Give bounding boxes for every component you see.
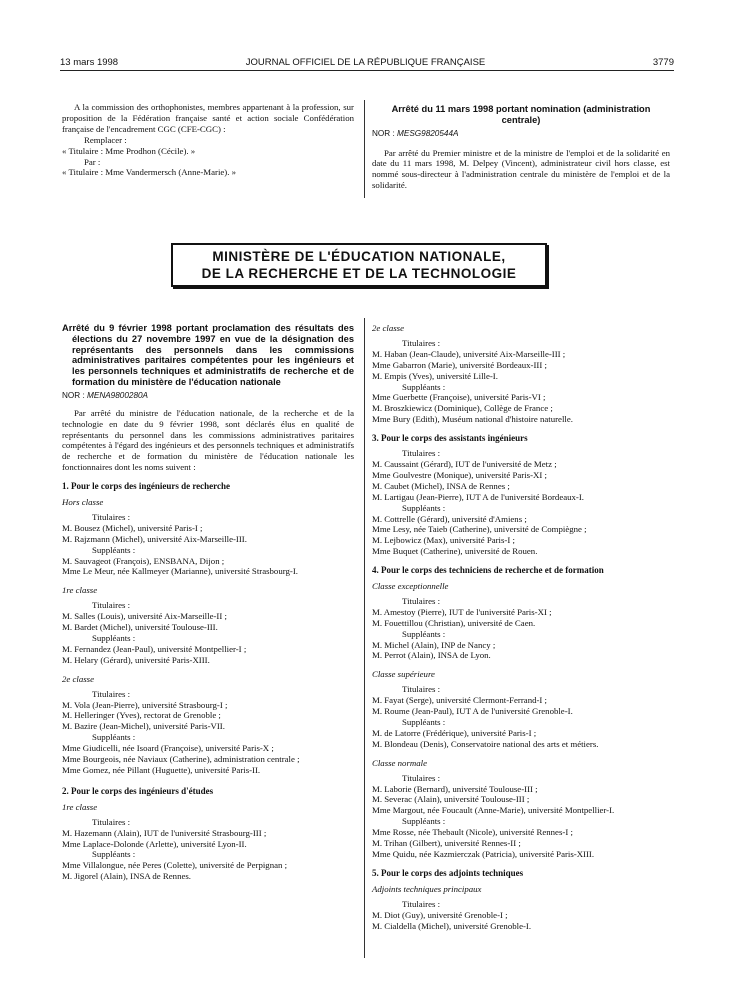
ministry-line-1: MINISTÈRE DE L'ÉDUCATION NATIONALE, <box>212 249 506 264</box>
header-journal-title: JOURNAL OFFICIEL DE LA RÉPUBLIQUE FRANÇAISE <box>245 57 486 68</box>
class-heading: Classe normale <box>372 757 427 768</box>
member-entry: M. Perrot (Alain), INSA de Lyon. <box>372 650 491 661</box>
nomination-nor <box>372 129 670 140</box>
member-list <box>372 784 670 817</box>
titulaires-label: Titulaires : <box>402 684 441 695</box>
top-right-block <box>372 104 670 191</box>
member-entry: M. de Latorre (Frédérique), université Paris-I ; <box>372 727 537 738</box>
member-list <box>372 827 670 860</box>
suppleants-label: Suppléants : <box>92 849 136 860</box>
section-heading: 2. Pour le corps des ingénieurs d'études <box>62 785 214 796</box>
top-left-block <box>62 102 354 178</box>
member-entry: Mme Gomez, née Pillant (Huguette), université Paris-II. <box>62 764 261 775</box>
member-entry: Mme Quidu, née Kazmierczak (Patricia), université Paris-XIII. <box>372 848 595 859</box>
titulaires-label: Titulaires : <box>402 898 441 909</box>
member-list <box>62 611 354 633</box>
class-heading: 2e classe <box>62 673 95 684</box>
suppleants-label: Suppléants : <box>402 381 446 392</box>
member-entry: M. Roume (Jean-Paul), IUT A de l'université Grenoble-I. <box>372 706 573 717</box>
member-list <box>372 607 670 629</box>
remplacer-label: Remplacer : <box>84 134 127 145</box>
suppleants-label: Suppléants : <box>92 633 136 643</box>
member-entry: M. Bazire (Jean-Michel), université Paris-VII. <box>62 721 225 732</box>
member-entry: M. Hazemann (Alain), IUT de l'université Strasbourg-III ; <box>62 827 267 838</box>
member-entry: M. Severac (Alain), université Toulouse-III ; <box>372 794 530 805</box>
member-entry: Mme Guerbette (Françoise), université Paris-VI ; <box>372 392 546 403</box>
member-entry: M. Bardet (Michel), université Toulouse-III. <box>62 622 218 633</box>
member-entry: Mme Gabarron (Marie), université Bordeaux-III ; <box>372 359 547 370</box>
class-heading: Classe exceptionnelle <box>372 581 449 592</box>
section-heading: 4. Pour le corps des techniciens de recherche et de formation <box>372 565 604 576</box>
section-heading: 5. Pour le corps des adjoints techniques <box>372 867 524 878</box>
member-entry: M. Salles (Louis), université Aix-Marseille-II ; <box>62 611 227 622</box>
member-entry: M. Lejbowicz (Max), université Paris-I ; <box>372 535 515 546</box>
titulaires-label: Titulaires : <box>92 816 131 827</box>
member-entry: M. Trihan (Gilbert), université Rennes-II ; <box>372 838 521 849</box>
member-list <box>372 349 670 382</box>
member-entry: Mme Giudicelli, née Isoard (Françoise), université Paris-X ; <box>62 743 274 754</box>
suppleants-label: Suppléants : <box>402 816 446 827</box>
member-entry: M. Caubet (Michel), INSA de Rennes ; <box>372 480 510 491</box>
class-heading: 1re classe <box>62 801 98 812</box>
titulaires-label: Titulaires : <box>402 337 441 348</box>
titulaires-label: Titulaires : <box>402 448 441 459</box>
member-list <box>372 728 670 750</box>
arrete-title: Arrêté du 9 février 1998 portant proclamation des résultats des élections du 27 novembre 1997 en vue de la désignation des représentants des personnels dans les commissions administratives paritaires compétentes pour les ingénieurs et les personnels techniques et administratifs de recherche et de formation du ministère de l'éducation nationale <box>62 323 354 387</box>
suppleants-label: Suppléants : <box>402 717 446 727</box>
titulaires-label: Titulaires : <box>402 772 441 783</box>
member-entry: M. Diot (Guy), université Grenoble-I ; <box>372 909 508 920</box>
left-column <box>62 323 354 882</box>
member-entry: M. Bousez (Michel), université Paris-I ; <box>62 522 203 533</box>
class-heading: Hors classe <box>62 497 104 508</box>
titulaires-label: Titulaires : <box>92 600 131 611</box>
member-list <box>372 910 670 932</box>
titulaires-label: Titulaires : <box>92 688 131 699</box>
member-entry: M. Haban (Jean-Claude), université Aix-Marseille-III ; <box>372 348 566 359</box>
member-entry: Mme Buquet (Catherine), université de Rouen. <box>372 546 538 557</box>
suppleants-label: Suppléants : <box>402 502 446 513</box>
column-divider-main <box>364 318 365 958</box>
member-list <box>62 523 354 545</box>
member-entry: M. Vola (Jean-Pierre), université Strasbourg-I ; <box>62 699 228 710</box>
member-list <box>62 743 354 776</box>
titulaires-label: Titulaires : <box>92 511 131 522</box>
header-page-number: 3779 <box>652 57 674 68</box>
section-heading: 3. Pour le corps des assistants ingénieurs <box>372 433 528 444</box>
member-entry: Mme Lesy, née Taieb (Catherine), université de Compiègne ; <box>372 524 587 535</box>
suppleants-label: Suppléants : <box>402 628 446 639</box>
nomination-paragraph: Par arrêté du Premier ministre et de la ministre de l'emploi et de la solidarité en date du 11 mars 1998, M. Delpey (Vincent), administrateur civil hors classe, est nommé sous-directeur à l'administration centrale du ministère de l'emploi et de la solidarité. <box>372 147 670 191</box>
member-entry: M. Fouettillou (Christian), université de Caen. <box>372 617 536 628</box>
section-heading: 1. Pour le corps des ingénieurs de recherche <box>62 481 230 492</box>
header-rule <box>60 70 674 71</box>
member-entry: Mme Laplace-Dolonde (Arlette), université Lyon-II. <box>62 838 247 849</box>
new-titulaire: « Titulaire : Mme Vandermersch (Anne-Marie). » <box>62 167 237 178</box>
nomination-title: Arrêté du 11 mars 1998 portant nomination (administration centrale) <box>391 104 651 125</box>
class-heading: Classe supérieure <box>372 669 435 680</box>
member-entry: M. Fernandez (Jean-Paul), université Montpellier-I ; <box>62 643 247 654</box>
member-entry: Mme Bourgeois, née Naviaux (Catherine), administration centrale ; <box>62 754 300 765</box>
class-heading: 1re classe <box>62 585 98 596</box>
nor-label: NOR : <box>372 128 395 138</box>
member-list <box>62 860 354 882</box>
suppleants-label: Suppléants : <box>92 732 136 743</box>
member-list <box>62 828 354 850</box>
member-entry: M. Michel (Alain), INP de Nancy ; <box>372 639 496 650</box>
member-entry: M. Amestoy (Pierre), IUT de l'université Paris-XI ; <box>372 606 552 617</box>
titulaires-label: Titulaires : <box>402 595 441 606</box>
member-entry: M. Helary (Gérard), université Paris-XIII. <box>62 654 210 665</box>
nor-label: NOR : <box>62 390 85 400</box>
right-column <box>372 323 670 931</box>
member-list <box>372 392 670 425</box>
member-entry: Mme Villalongue, née Peres (Colette), université de Perpignan ; <box>62 860 288 871</box>
member-list <box>62 556 354 578</box>
member-list <box>372 514 670 558</box>
member-entry: M. Blondeau (Denis), Conservatoire national des arts et métiers. <box>372 738 599 749</box>
class-heading: 2e classe <box>372 323 405 333</box>
member-list <box>62 700 354 733</box>
member-entry: M. Cialdella (Michel), université Grenoble-I. <box>372 920 532 931</box>
ministry-line-2: DE LA RECHERCHE ET DE LA TECHNOLOGIE <box>201 266 517 281</box>
member-list <box>62 644 354 666</box>
member-list <box>372 640 670 662</box>
arrete-intro: Par arrêté du ministre de l'éducation nationale, de la recherche et de la technologie en date du 9 février 1998, sont déclarés élus en qualité de représentants du personnel dans les commissions administratives paritaires compétentes à l'égard des ingénieurs et des personnels techniques et administratifs de recherche et de formation du ministère de l'éducation nationale les fonctionnaires dont les noms suivent : <box>62 407 354 473</box>
suppleants-label: Suppléants : <box>92 544 136 555</box>
member-entry: M. Fayat (Serge), université Clermont-Ferrand-I ; <box>372 695 547 706</box>
member-entry: M. Jigorel (Alain), INSA de Rennes. <box>62 871 192 882</box>
member-list <box>372 695 670 717</box>
member-entry: Mme Goulvestre (Monique), université Paris-XI ; <box>372 469 547 480</box>
member-entry: M. Cottrelle (Gérard), université d'Amiens ; <box>372 513 527 524</box>
ministry-banner <box>171 243 547 287</box>
member-entry: M. Helleringer (Yves), rectorat de Grenoble ; <box>62 710 221 721</box>
old-titulaire: « Titulaire : Mme Prodhon (Cécile). » <box>62 145 196 156</box>
par-label: Par : <box>84 156 101 167</box>
member-entry: M. Sauvageot (François), ENSBANA, Dijon ; <box>62 555 225 566</box>
member-entry: M. Lartigau (Jean-Pierre), IUT A de l'université Bordeaux-I. <box>372 491 584 502</box>
member-entry: M. Caussaint (Gérard), IUT de l'université de Metz ; <box>372 458 557 469</box>
member-entry: M. Rajzmann (Michel), université Aix-Marseille-III. <box>62 533 247 544</box>
class-heading: Adjoints techniques principaux <box>372 883 482 894</box>
member-entry: M. Laborie (Bernard), université Toulouse-III ; <box>372 783 538 794</box>
member-list <box>372 459 670 503</box>
arrete-nor <box>62 391 354 402</box>
member-entry: Mme Bury (Edith), Muséum national d'histoire naturelle. <box>372 414 573 425</box>
member-entry: Mme Rosse, née Thebault (Nicole), université Rennes-I ; <box>372 827 573 838</box>
member-entry: Mme Margout, née Foucault (Anne-Marie), université Montpellier-I. <box>372 805 615 816</box>
member-entry: Mme Le Meur, née Kallmeyer (Marianne), université Strasbourg-I. <box>62 566 298 577</box>
column-divider-top <box>364 100 365 198</box>
orthophonistes-paragraph: A la commission des orthophonistes, membres appartenant à la profession, sur proposition de la Fédération française santé et action sociale Confédération française de l'encadrement CGC (CFE-CGC) : <box>62 102 354 134</box>
member-entry: M. Empis (Yves), université Lille-I. <box>372 370 498 381</box>
member-entry: M. Broszkiewicz (Dominique), Collège de France ; <box>372 403 553 414</box>
nor-code: MENA9800280A <box>87 390 149 400</box>
nor-code: MESG9820544A <box>397 128 459 138</box>
header-date: 13 mars 1998 <box>60 57 119 68</box>
